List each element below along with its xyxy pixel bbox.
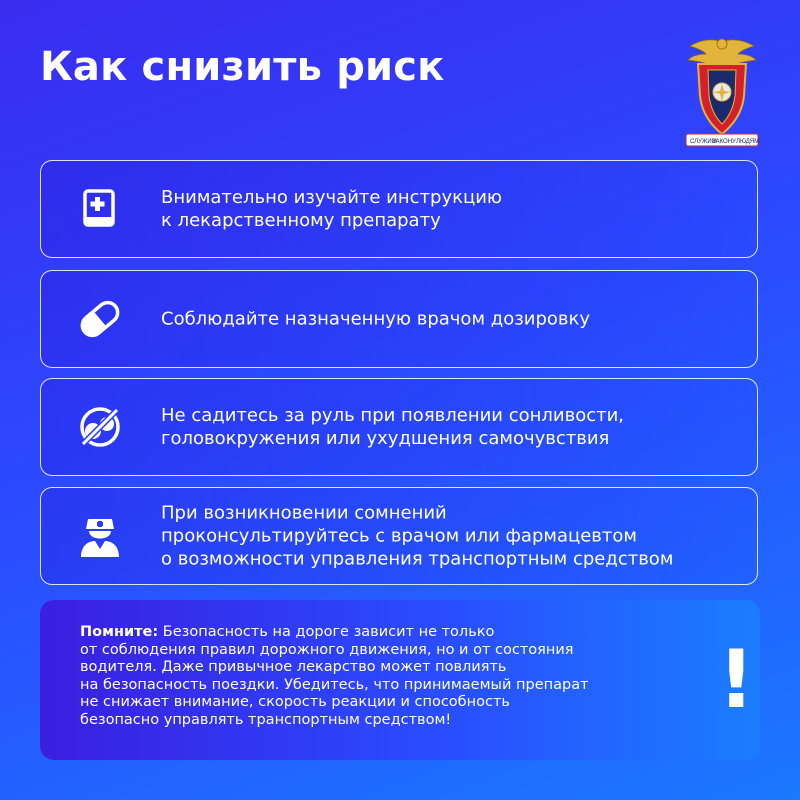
doctor-nurse-icon [77,513,123,559]
reminder-text-line: на безопасность поездки. Убедитесь, что принимаемый препарат [80,676,589,693]
emblem-motto-right: ЛЮДЯМ [736,139,760,145]
tip-text-line: При возникновении сомнений [161,502,447,524]
tip-text-line: Не садитесь за руль при появлении сонливости, [161,405,625,426]
tip-card-dosage [40,270,758,368]
exclamation-icon: ! [718,633,755,726]
reminder-text-line: не снижает внимание, скорость реакции и способность [80,694,510,710]
emblem-motto-mid: ЗАКОНУ [712,139,736,145]
tip-card-instructions [40,160,758,258]
tip-text-line: Внимательно изучайте инструкцию [161,187,503,208]
no-pills-icon [77,404,123,450]
tip-text-line: Соблюдайте назначенную врачом дозировку [161,308,591,330]
tip-text-line: о возможности управления транспортным средством [161,548,674,570]
tip-text-line: проконсультируйтесь с врачом или фармацевтом [161,525,637,547]
reminder-note [40,600,760,760]
reminder-text-line: Безопасность на дороге зависит не только [158,624,495,640]
police-emblem-icon [682,34,762,154]
tip-card-consult [40,487,758,585]
page-title: Как снизить риск [40,44,445,90]
tip-card-drowsiness [40,378,758,476]
reminder-text-line: от соблюдения правил дорожного движения, но и от состояния [80,641,574,658]
tip-text-line: головокружения или ухудшения самочувствия [161,428,610,449]
reminder-label: Помните: [80,624,159,640]
reminder-text-line: безопасно управлять транспортным средством! [80,711,452,728]
medical-book-icon [77,186,123,232]
pill-capsule-icon [77,296,123,342]
reminder-text-line: водителя. Даже привычное лекарство может повлиять [80,659,507,675]
emblem-motto-left: СЛУЖИМ [690,139,717,145]
tip-text-line: к лекарственному препарату [161,210,441,231]
